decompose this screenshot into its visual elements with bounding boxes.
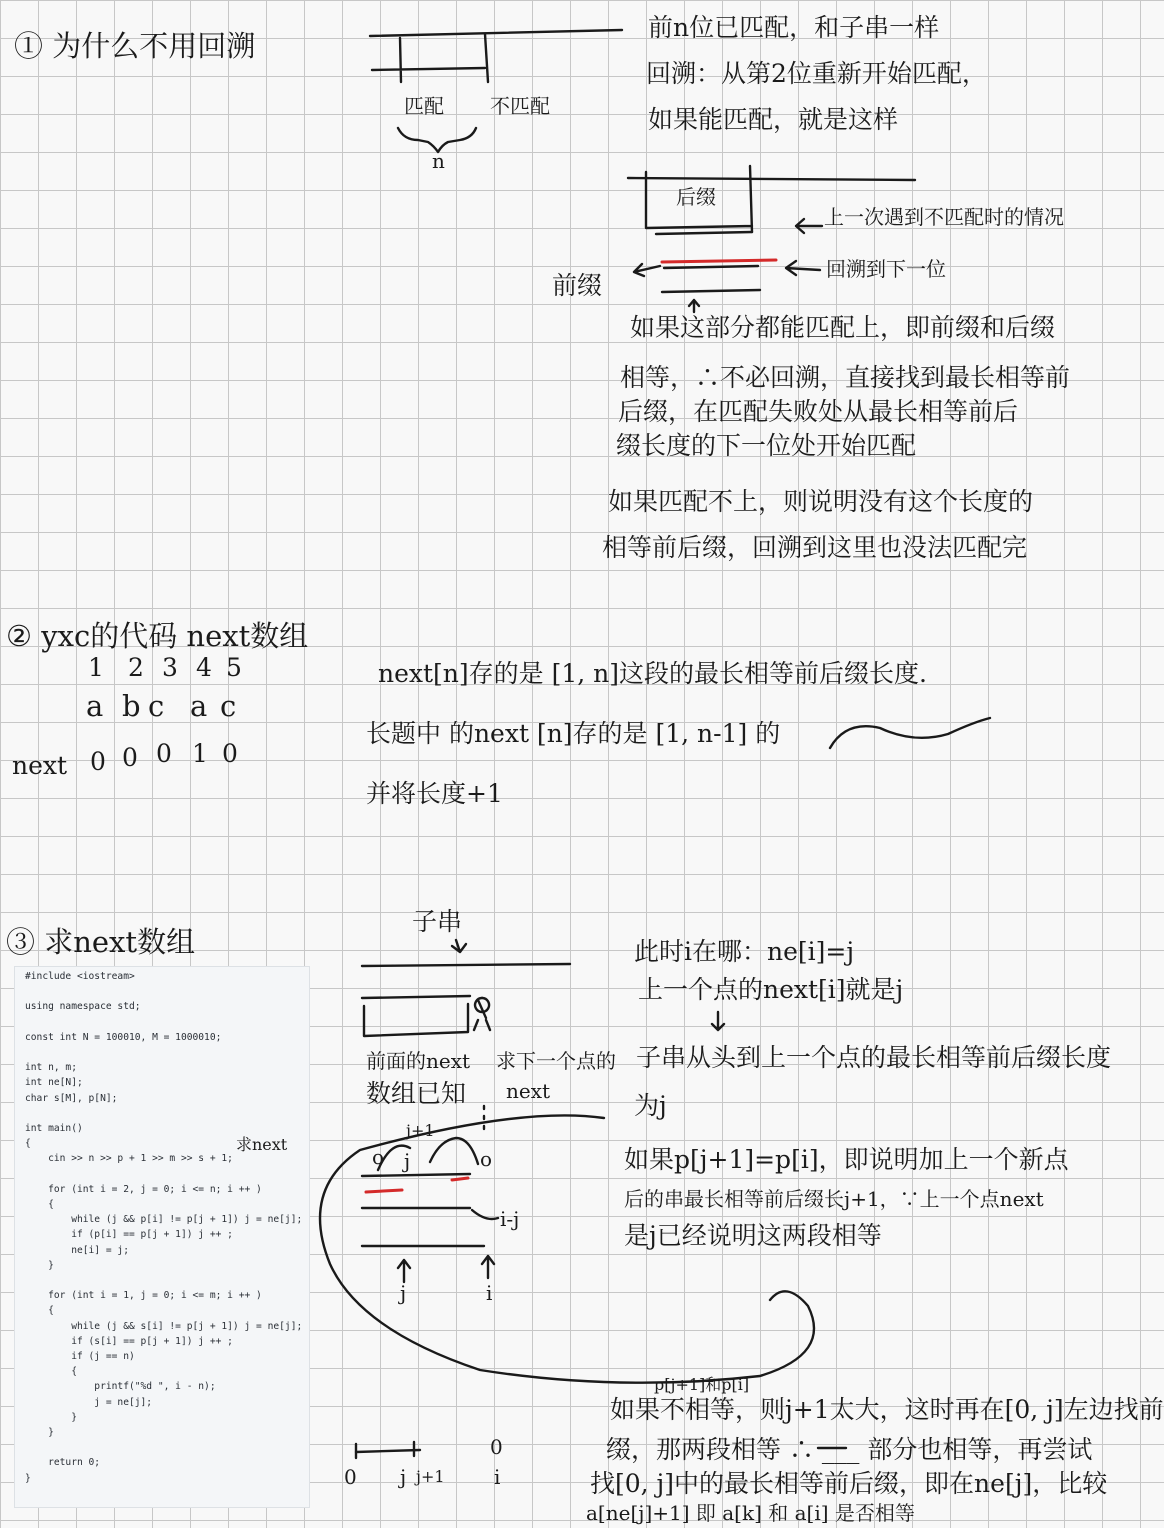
arc-right [430,1138,478,1164]
right-note-5: 如果p[j+1]=p[i]，即说明加上一个新点 [624,1145,1069,1174]
code-screenshot [14,966,310,1508]
caption-line-1: 前面的next [366,1049,471,1073]
code-line: for (int i = 2, j = 0; i <= n; i ++ ) [25,1183,262,1195]
code-line: { [25,1199,54,1210]
letter-5: c [220,689,237,723]
up-arrow [689,300,699,312]
prefix-line [662,290,760,292]
bottom-note-4: a[ne[j]+1] 即 a[k] 和 a[i] 是否相等 [586,1501,915,1525]
code-line: for (int i = 1, j = 0; i <= m; i ++ ) [25,1290,262,1302]
label-j-bottom: j [400,1281,407,1305]
bottom-tick [356,1442,414,1458]
red-prefix-mark [662,260,776,262]
bottom-note-2: 缀，那两段相等 ∴ ___ 部分也相等，再尝试 [606,1435,1093,1464]
right-note-3: 子串从头到上一个点的最长相等前后缀长度 [636,1043,1112,1072]
label-j-plus-1: j+1 [406,1121,435,1140]
prefix-label: 前缀 [552,271,603,300]
axis-label-j1: j+1 [416,1467,445,1486]
code-line: printf("%d ", i - n); [25,1381,216,1393]
letter-4: a [190,689,208,723]
desc-line-3: 如果能匹配，就是这样 [648,105,899,134]
match-label: 匹配 [404,94,444,118]
letter-3: c [148,689,165,723]
axis-label-i: i [494,1465,501,1489]
section2-line-3: 并将长度+1 [366,779,503,808]
axis-label-top-0: 0 [490,1435,503,1459]
right-note-7: 是j已经说明这两段相等 [624,1221,882,1250]
right-note-1: 此时i在哪：ne[i]=j [634,937,855,966]
caption-line-2: 数组已知 [366,1079,467,1108]
para1-line-4: 缀长度的下一位处开始匹配 [616,431,917,460]
code-line: const int N = 100010, M = 1000010; [25,1031,222,1043]
code-line: { [25,1366,77,1378]
i-j-bracket [472,1210,498,1219]
code-line: } [25,1411,77,1423]
down-arrow-notes [712,1012,724,1030]
right-note-4: 为j [634,1091,667,1120]
index-5: 5 [226,653,242,682]
pattern-bracket [372,34,488,82]
bottom-axis [356,1450,420,1452]
note-backtrack: 回溯到下一位 [826,257,946,281]
label-o: o [480,1147,493,1171]
right-note-2: 上一个点的next[i]就是j [638,975,904,1004]
para1-line-3: 后缀，在匹配失败处从最长相等前后 [618,397,1019,426]
wave-underline [830,718,990,748]
suffix-underline [656,232,752,234]
substring-arrow [452,940,466,952]
code-line: char s[M], p[N]; [25,1092,118,1104]
code-line: int ne[N]; [25,1077,83,1089]
substring-label: 子串 [412,907,463,936]
red-mark-b [452,1178,468,1180]
para1-line-2: 相等，∴不必回溯，直接找到最长相等前 [620,363,1071,392]
s3-brace [364,1004,468,1036]
arrow-to-prefix [786,261,820,275]
label-i-bottom: i [486,1281,493,1305]
axis-label-0: 0 [344,1465,357,1489]
note-last-mismatch: 上一次遇到不匹配时的情况 [824,205,1064,229]
desc-line-2: 回溯：从第2位重新开始匹配， [646,59,987,88]
letter-2: b [122,689,141,723]
s3-pattern-line [362,996,470,998]
code-line: } [25,1472,31,1484]
suffix-label: 后缀 [676,185,716,209]
caption2-line-1: 求下一个点的 [496,1049,616,1073]
next-value-2: 0 [122,743,138,772]
code-line: while (j && s[i] != p[j + 1]) j = ne[j]; [25,1320,303,1332]
bottom-note-1: 如果不相等，则j+1太大，这时再在[0, j]左边找前 [610,1395,1164,1424]
code-annotation: 求next [236,1135,288,1154]
section2-line-1: next[n]存的是 [1, n]这段的最长相等前后缀长度. [378,659,927,688]
arrow-to-suffix [796,219,822,233]
string-line-2 [628,178,915,180]
code-line: if (s[i] == p[j + 1]) j ++ ; [25,1335,233,1347]
red-mark-a [366,1190,402,1192]
code-line: using namespace std; [25,1001,141,1013]
code-line: #include <iostream> [25,971,135,982]
next-value-4: 1 [192,739,208,768]
axis-label-j: j [400,1465,407,1489]
code-line: int main() [25,1123,83,1134]
code-line: int n, m; [25,1062,77,1074]
index-1: 1 [88,653,104,682]
section2-line-2: 长题中 的next [n]存的是 [1, n-1] 的 [366,719,781,748]
pj-note: p[j+1]和p[i] [654,1375,750,1394]
code-line: } [25,1427,54,1438]
n-label: n [432,149,445,173]
caption2-line-2: next [506,1079,551,1103]
code-line: cin >> n >> p + 1 >> m >> s + 1; [25,1153,233,1165]
index-3: 3 [162,653,178,682]
para2-line-2: 相等前后缀，回溯到这里也没法匹配完 [602,533,1028,562]
para1-line-1: 如果这部分都能匹配上，即前缀和后缀 [630,313,1056,342]
letter-1: a [86,689,104,723]
code-line: while (j && p[i] != p[j + 1]) j = ne[j]; [25,1214,303,1226]
code-line: { [25,1305,54,1317]
next-row-label: next [12,751,68,780]
code-line: { [25,1138,31,1150]
bottom-note-3: 找[0, j]中的最长相等前后缀，即在ne[j]，比较 [590,1469,1108,1498]
black-prefix-mark [664,266,758,268]
mismatch-label: 不匹配 [490,94,550,118]
code-line: } [25,1259,54,1271]
main-string-line [370,30,622,36]
section3-heading: ③ 求next数组 [6,925,196,959]
next-value-3: 0 [156,739,172,768]
index-4: 4 [196,653,212,682]
para2-line-1: 如果匹配不上，则说明没有这个长度的 [608,487,1034,516]
label-j-top: j [404,1149,411,1173]
code-line: ne[i] = j; [25,1244,129,1256]
s3-string-line [362,964,570,966]
arrow-i [482,1256,494,1278]
next-value-5: 0 [222,739,238,768]
label-i-minus-j: i-j [500,1207,520,1231]
diagram-line-a [362,1174,470,1176]
index-2: 2 [128,653,144,682]
next-value-1: 0 [90,747,106,776]
code-line: if (p[i] == p[j + 1]) j ++ ; [25,1229,233,1241]
right-note-6: 后的串最长相等前后缀长j+1，∵上一个点next [624,1187,1044,1211]
arrow-j [398,1260,410,1282]
code-line: j = ne[j]; [25,1396,153,1408]
section1-heading: ① 为什么不用回溯 [14,29,256,63]
arrow-left-prefix [634,264,660,276]
desc-line-1: 前n位已匹配，和子串一样 [648,13,940,42]
code-line: if (j == n) [25,1351,135,1362]
stick-figure [474,998,490,1030]
section2-heading: ② yxc的代码 next数组 [6,619,309,653]
label-k: o [372,1145,385,1169]
code-line: return 0; [25,1457,101,1469]
